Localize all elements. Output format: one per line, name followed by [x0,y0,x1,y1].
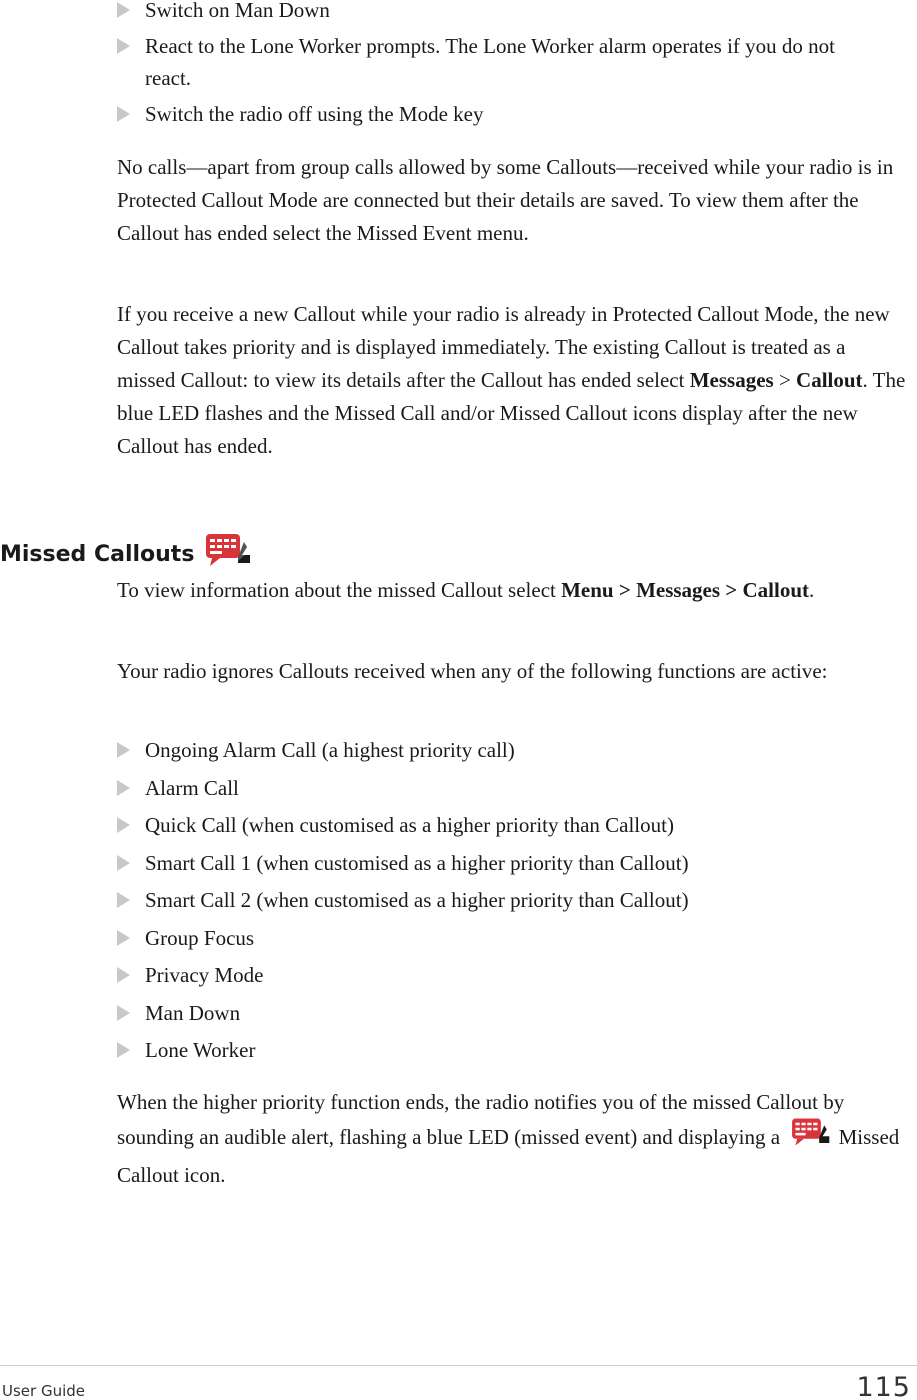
triangle-bullet-icon [117,38,130,54]
menu-path: Menu > Messages > Callout [561,578,810,602]
paragraph-text: When the higher priority function ends, the radio notifies you of the missed Callout by sounding an audible alert, flashing a blue LED (missed event) and displaying a [117,1090,845,1149]
paragraph-text: To view information about the missed Callout select [117,578,562,602]
paragraph-text: . The blue LED flashes and the Missed Call and/or Missed Callout icons display after the new Callout has ended. [117,368,906,458]
list-item [117,98,907,130]
triangle-bullet-icon [117,780,130,796]
paragraph-notification [117,1086,907,1192]
list-item-text: Ongoing Alarm Call (a highest priority call) [145,738,515,762]
list-item-text: React to the Lone Worker prompts. The Lone Worker alarm operates if you do not react. [145,34,836,90]
menu-path-messages: Messages [689,368,774,392]
triangle-bullet-icon [117,855,130,871]
list-item [117,1034,907,1066]
triangle-bullet-icon [117,817,130,833]
triangle-bullet-icon [117,930,130,946]
paragraph-text: Missed Callout icon. [117,1124,900,1187]
list-item-text: Smart Call 2 (when customised as a higher priority than Callout) [145,888,689,912]
list-item-text: Smart Call 1 (when customised as a higher priority than Callout) [145,850,689,875]
list-item-text: Alarm Call [145,775,239,800]
paragraph-text: If you receive a new Callout while your radio is already in Protected Callout Mode, the new Callout takes priority and is displayed immediately. The existing Callout is treated as a missed Callout: to view its details after the Callout has ended select [117,302,890,392]
footer-title: User Guide [2,1382,86,1400]
paragraph-protected-mode: No calls—apart from group calls allowed by some Callouts—received while your radio is in Protected Callout Mode are connected but their details are saved. To view them after the Callout has ended select the Missed Event menu. [117,155,894,245]
list-item [117,772,907,804]
paragraph-view-info [117,574,877,607]
list-item-text: Lone Worker [145,1038,256,1062]
list-item-text: Man Down [145,1000,241,1025]
list-item-text: Quick Call (when customised as a higher priority than Callout) [145,813,674,837]
page-footer [0,1365,917,1400]
triangle-bullet-icon [117,1042,130,1058]
list-item [117,847,907,879]
list-item-text: Switch the radio off using the Mode key [145,102,484,126]
top-bullet-list [117,0,907,130]
paragraph-text: . [809,578,815,602]
missed-callout-icon [787,1117,831,1157]
heading-text: Missed Callouts [0,542,195,567]
paragraph-ignores: Your radio ignores Callouts received when any of the following functions are active: [117,659,828,683]
triangle-bullet-icon [117,1005,130,1021]
function-bullet-list [117,734,907,1066]
list-item [117,734,907,766]
triangle-bullet-icon [117,742,130,758]
list-item-text: Privacy Mode [145,963,264,987]
list-item [117,997,907,1029]
list-item [117,922,907,954]
section-heading [0,533,252,577]
menu-path-callout: Callout [796,368,863,392]
list-item-text: Group Focus [145,925,255,950]
paragraph-new-callout [117,298,907,463]
list-item [117,959,907,991]
list-item [117,884,907,916]
missed-callout-icon [200,533,252,577]
triangle-bullet-icon [117,106,130,122]
list-item [117,809,907,841]
triangle-bullet-icon [117,967,130,983]
page-number: 115 [856,1372,911,1400]
list-item [117,0,907,26]
triangle-bullet-icon [117,2,130,18]
path-separator: > [773,368,797,392]
triangle-bullet-icon [117,892,130,908]
list-item-text: Switch on Man Down [145,0,330,22]
list-item [117,30,877,94]
